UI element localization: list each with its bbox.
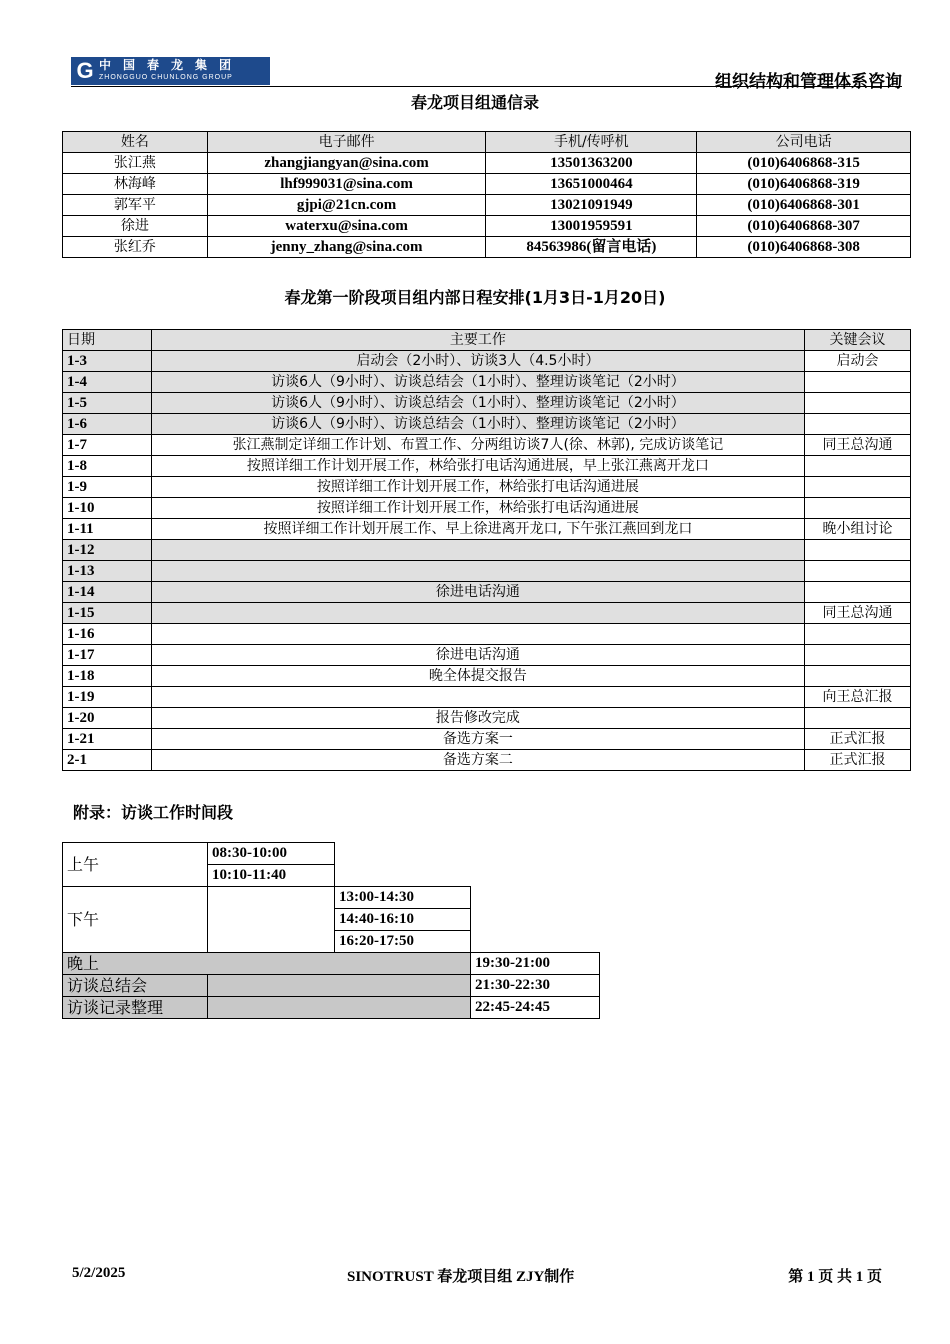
schedule-meeting bbox=[805, 372, 911, 393]
schedule-row bbox=[63, 477, 911, 498]
schedule-work bbox=[151, 603, 804, 624]
schedule-work: 按照详细工作计划开展工作，林给张打电话沟通进展，早上张江燕离开龙口 bbox=[151, 456, 804, 477]
schedule-work: 访谈6人（9小时）、访谈总结会（1小时）、整理访谈笔记（2小时） bbox=[151, 393, 804, 414]
schedule-work: 徐进电话沟通 bbox=[151, 645, 804, 666]
appendix-title: 附录：访谈工作时间段 bbox=[73, 803, 234, 822]
morning-label: 上午 bbox=[63, 843, 208, 887]
schedule-date: 1-10 bbox=[63, 498, 152, 519]
time-slot: 13:00-14:30 bbox=[335, 887, 471, 909]
logo-english-name: ZHONGGUO CHUNLONG GROUP bbox=[99, 74, 233, 81]
schedule-work: 报告修改完成 bbox=[151, 708, 804, 729]
contacts-title: 春龙项目组通信录 bbox=[410, 93, 539, 112]
schedule-row bbox=[63, 435, 911, 456]
contact-row bbox=[63, 195, 911, 216]
schedule-date: 1-3 bbox=[63, 351, 152, 372]
schedule-meeting bbox=[805, 708, 911, 729]
contact-mobile: 13001959591 bbox=[486, 216, 697, 237]
contact-phone: (010)6406868-319 bbox=[697, 174, 911, 195]
schedule-row bbox=[63, 729, 911, 750]
evening-label: 晚上 bbox=[63, 953, 471, 975]
col-header-work: 主要工作 bbox=[151, 330, 804, 351]
schedule-date: 2-1 bbox=[63, 750, 152, 771]
schedule-work: 启动会（2小时）、访谈3人（4.5小时） bbox=[151, 351, 804, 372]
schedule-work bbox=[151, 687, 804, 708]
contact-email: gjpi@21cn.com bbox=[207, 195, 486, 216]
schedule-work: 晚全体提交报告 bbox=[151, 666, 804, 687]
schedule-work: 徐进电话沟通 bbox=[151, 582, 804, 603]
schedule-work: 张江燕制定详细工作计划、布置工作、分两组访谈7人(徐、林郭), 完成访谈笔记 bbox=[151, 435, 804, 456]
contact-mobile: 13651000464 bbox=[486, 174, 697, 195]
time-slot: 21:30-22:30 bbox=[471, 975, 600, 997]
evening-row bbox=[63, 953, 600, 975]
schedule-row bbox=[63, 456, 911, 477]
footer-made: 制作 bbox=[544, 1267, 575, 1285]
col-header-name: 姓名 bbox=[63, 132, 208, 153]
schedule-meeting bbox=[805, 498, 911, 519]
contact-phone: (010)6406868-315 bbox=[697, 153, 911, 174]
contact-mobile: 13501363200 bbox=[486, 153, 697, 174]
time-slot: 10:10-11:40 bbox=[208, 865, 335, 887]
summary-row bbox=[63, 975, 600, 997]
footer-author: ZJY bbox=[515, 1269, 545, 1285]
contact-row bbox=[63, 174, 911, 195]
company-logo bbox=[71, 57, 270, 85]
contacts-header-row bbox=[63, 132, 911, 153]
afternoon-blank bbox=[208, 887, 335, 953]
contact-email: waterxu@sina.com bbox=[207, 216, 486, 237]
schedule-meeting bbox=[805, 456, 911, 477]
schedule-meeting bbox=[805, 540, 911, 561]
schedule-row bbox=[63, 582, 911, 603]
contact-phone: (010)6406868-307 bbox=[697, 216, 911, 237]
schedule-meeting bbox=[805, 561, 911, 582]
schedule-meeting: 正式汇报 bbox=[805, 729, 911, 750]
schedule-date: 1-8 bbox=[63, 456, 152, 477]
schedule-meeting: 同王总沟通 bbox=[805, 435, 911, 456]
col-header-phone: 公司电话 bbox=[697, 132, 911, 153]
contact-name: 张红乔 bbox=[63, 237, 208, 258]
header-divider bbox=[71, 86, 902, 87]
footer-company: SINOTRUST bbox=[347, 1269, 434, 1285]
col-header-mobile: 手机/传呼机 bbox=[486, 132, 697, 153]
schedule-meeting bbox=[805, 477, 911, 498]
schedule-date: 1-6 bbox=[63, 414, 152, 435]
time-slot: 14:40-16:10 bbox=[335, 909, 471, 931]
schedule-date: 1-9 bbox=[63, 477, 152, 498]
schedule-work: 备选方案二 bbox=[151, 750, 804, 771]
schedule-row bbox=[63, 603, 911, 624]
contacts-table bbox=[62, 131, 911, 258]
schedule-meeting bbox=[805, 645, 911, 666]
notes-label: 访谈记录整理 bbox=[63, 997, 208, 1019]
contact-name: 张江燕 bbox=[63, 153, 208, 174]
schedule-title: 春龙第一阶段项目组内部日程安排(1月3日-1月20日) bbox=[284, 288, 666, 307]
schedule-row bbox=[63, 645, 911, 666]
schedule-work: 访谈6人（9小时）、访谈总结会（1小时）、整理访谈笔记（2小时） bbox=[151, 372, 804, 393]
schedule-meeting bbox=[805, 582, 911, 603]
time-slot: 16:20-17:50 bbox=[335, 931, 471, 953]
contact-email: zhangjiangyan@sina.com bbox=[207, 153, 486, 174]
schedule-meeting: 晚小组讨论 bbox=[805, 519, 911, 540]
schedule-date: 1-11 bbox=[63, 519, 152, 540]
schedule-work bbox=[151, 624, 804, 645]
contact-mobile: 13021091949 bbox=[486, 195, 697, 216]
contact-name: 郭军平 bbox=[63, 195, 208, 216]
col-header-email: 电子邮件 bbox=[207, 132, 486, 153]
schedule-work: 按照详细工作计划开展工作，林给张打电话沟通进展 bbox=[151, 498, 804, 519]
logo-chinese-name: 中国春龙集团 bbox=[99, 58, 244, 72]
schedule-meeting: 启动会 bbox=[805, 351, 911, 372]
header-right-title: 组织结构和管理体系咨询 bbox=[715, 72, 902, 92]
schedule-date: 1-15 bbox=[63, 603, 152, 624]
footer-page-number: 第 1 页 共 1 页 bbox=[788, 1269, 882, 1285]
schedule-row bbox=[63, 708, 911, 729]
contact-name: 林海峰 bbox=[63, 174, 208, 195]
schedule-date: 1-20 bbox=[63, 708, 152, 729]
schedule-meeting: 同王总沟通 bbox=[805, 603, 911, 624]
schedule-table bbox=[62, 329, 911, 771]
footer-center bbox=[347, 1265, 574, 1286]
schedule-header-row bbox=[63, 330, 911, 351]
schedule-meeting bbox=[805, 414, 911, 435]
afternoon-row bbox=[63, 887, 600, 909]
schedule-row bbox=[63, 498, 911, 519]
schedule-row bbox=[63, 561, 911, 582]
schedule-date: 1-18 bbox=[63, 666, 152, 687]
schedule-date: 1-19 bbox=[63, 687, 152, 708]
schedule-row bbox=[63, 666, 911, 687]
schedule-row bbox=[63, 540, 911, 561]
contact-email: jenny_zhang@sina.com bbox=[207, 237, 486, 258]
schedule-date: 1-14 bbox=[63, 582, 152, 603]
contact-email: lhf999031@sina.com bbox=[207, 174, 486, 195]
schedule-work bbox=[151, 540, 804, 561]
schedule-date: 1-13 bbox=[63, 561, 152, 582]
schedule-row bbox=[63, 687, 911, 708]
footer-team: 春龙项目组 bbox=[437, 1267, 513, 1285]
contact-mobile: 84563986(留言电话) bbox=[486, 237, 697, 258]
schedule-work: 按照详细工作计划开展工作，林给张打电话沟通进展 bbox=[151, 477, 804, 498]
schedule-meeting bbox=[805, 624, 911, 645]
schedule-date: 1-21 bbox=[63, 729, 152, 750]
schedule-date: 1-4 bbox=[63, 372, 152, 393]
schedule-meeting bbox=[805, 666, 911, 687]
time-slot: 08:30-10:00 bbox=[208, 843, 335, 865]
morning-row bbox=[63, 843, 600, 865]
time-slot: 22:45-24:45 bbox=[471, 997, 600, 1019]
footer-date: 5/2/2025 bbox=[72, 1265, 126, 1281]
schedule-date: 1-17 bbox=[63, 645, 152, 666]
schedule-row bbox=[63, 414, 911, 435]
contact-row bbox=[63, 237, 911, 258]
schedule-meeting bbox=[805, 393, 911, 414]
schedule-work bbox=[151, 561, 804, 582]
schedule-work: 按照详细工作计划开展工作、早上徐进离开龙口, 下午张江燕回到龙口 bbox=[151, 519, 804, 540]
contact-phone: (010)6406868-301 bbox=[697, 195, 911, 216]
schedule-work: 备选方案一 bbox=[151, 729, 804, 750]
schedule-meeting: 正式汇报 bbox=[805, 750, 911, 771]
schedule-row bbox=[63, 372, 911, 393]
schedule-date: 1-7 bbox=[63, 435, 152, 456]
schedule-date: 1-5 bbox=[63, 393, 152, 414]
schedule-date: 1-12 bbox=[63, 540, 152, 561]
col-header-date: 日期 bbox=[63, 330, 152, 351]
schedule-row bbox=[63, 351, 911, 372]
afternoon-label: 下午 bbox=[63, 887, 208, 953]
schedule-row bbox=[63, 624, 911, 645]
schedule-meeting: 向王总汇报 bbox=[805, 687, 911, 708]
contact-name: 徐进 bbox=[63, 216, 208, 237]
interview-time-table bbox=[62, 842, 600, 1019]
contact-phone: (010)6406868-308 bbox=[697, 237, 911, 258]
time-slot: 19:30-21:00 bbox=[471, 953, 600, 975]
contact-row bbox=[63, 216, 911, 237]
logo-mark: G bbox=[76, 58, 94, 83]
contact-row bbox=[63, 153, 911, 174]
summary-label: 访谈总结会 bbox=[63, 975, 208, 997]
schedule-row bbox=[63, 519, 911, 540]
schedule-work: 访谈6人（9小时）、访谈总结会（1小时）、整理访谈笔记（2小时） bbox=[151, 414, 804, 435]
col-header-meeting: 关键会议 bbox=[805, 330, 911, 351]
schedule-row bbox=[63, 750, 911, 771]
schedule-row bbox=[63, 393, 911, 414]
notes-row bbox=[63, 997, 600, 1019]
schedule-date: 1-16 bbox=[63, 624, 152, 645]
